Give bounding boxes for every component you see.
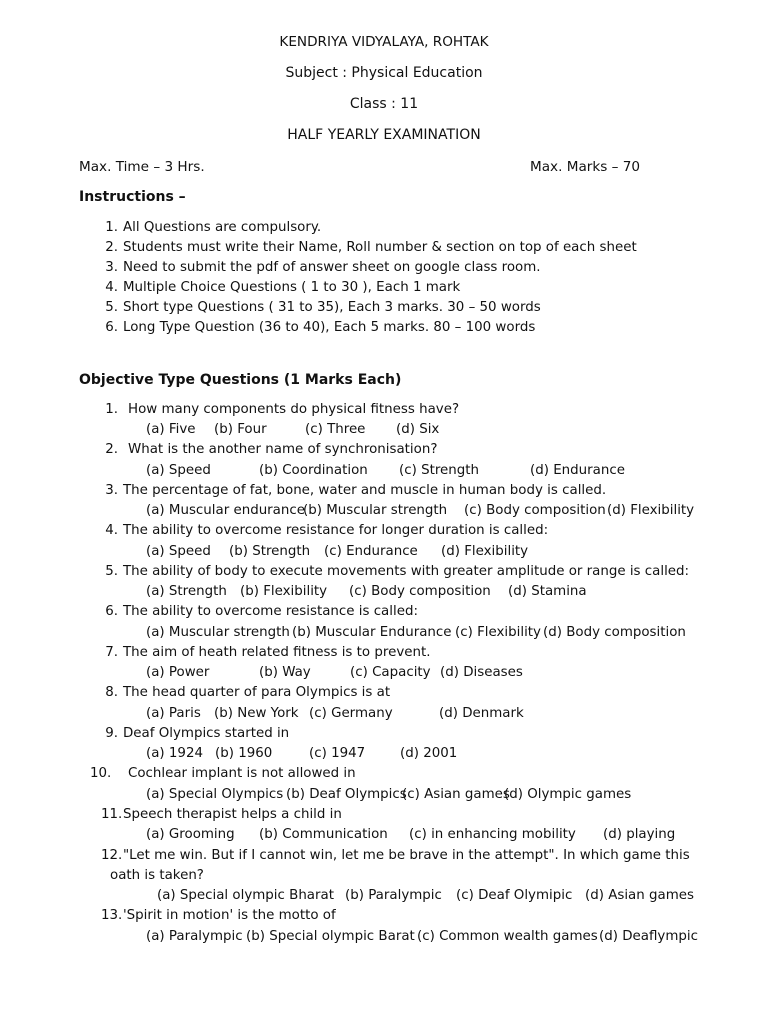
option: (c) in enhancing mobility — [409, 827, 576, 842]
max-time: Max. Time – 3 Hrs. — [79, 159, 205, 175]
option: (d) playing — [603, 827, 676, 842]
option: (c) Asian games — [402, 787, 510, 802]
option: (a) Special olympic Bharat — [157, 888, 334, 903]
question-text: What is the another name of synchronisation? — [128, 442, 438, 457]
option: (d) Body composition — [543, 625, 686, 640]
question-text-continued: oath is taken? — [110, 868, 204, 883]
option: (a) Paralympic — [146, 929, 243, 944]
question-number: 6. — [105, 604, 118, 619]
question-text: Deaf Olympics started in — [123, 726, 290, 741]
class-title: Class : 11 — [349, 96, 419, 112]
option: (a) Strength — [146, 584, 227, 599]
option: (b) Coordination — [259, 463, 368, 478]
subject-title: Subject : Physical Education — [285, 65, 483, 81]
question-number: 3. — [105, 483, 118, 498]
question-text: The ability to overcome resistance is called: — [123, 604, 418, 619]
question-text: 'Spirit in motion' is the motto of — [123, 908, 336, 923]
option: (c) Flexibility — [455, 625, 541, 640]
instructions-heading: Instructions – — [79, 189, 186, 205]
question-text: How many components do physical fitness have? — [128, 402, 460, 417]
option: (a) Five — [146, 422, 196, 437]
option: (c) Body composition — [464, 503, 606, 518]
question-text: The percentage of fat, bone, water and muscle in human body is called. — [123, 483, 607, 498]
option: (d) Denmark — [439, 706, 524, 721]
option: (d) Olympic games — [504, 787, 632, 802]
question-number: 12. — [101, 848, 123, 863]
instruction-number: 5. — [105, 300, 118, 315]
instruction-number: 6. — [105, 320, 118, 335]
question-number: 11. — [101, 807, 123, 822]
question-number: 4. — [105, 523, 118, 538]
instruction-number: 2. — [105, 240, 118, 255]
option: (d) Endurance — [530, 463, 625, 478]
instruction-number: 3. — [105, 260, 118, 275]
question-text: The ability to overcome resistance for longer duration is called: — [123, 523, 549, 538]
instruction-item: Multiple Choice Questions ( 1 to 30 ), Each 1 mark — [123, 280, 461, 295]
instruction-item: All Questions are compulsory. — [123, 220, 322, 235]
question-text: Speech therapist helps a child in — [123, 807, 342, 822]
option: (c) Germany — [309, 706, 393, 721]
instruction-item: Long Type Question (36 to 40), Each 5 marks. 80 – 100 words — [123, 320, 536, 335]
question-text: Cochlear implant is not allowed in — [128, 766, 356, 781]
question-number: 2. — [105, 442, 118, 457]
school-name: KENDRIYA VIDYALAYA, ROHTAK — [279, 34, 489, 50]
option: (c) Strength — [399, 463, 479, 478]
question-number: 5. — [105, 564, 118, 579]
option: (b) Special olympic Barat — [246, 929, 415, 944]
option: (c) 1947 — [309, 746, 366, 761]
option: (b) Paralympic — [345, 888, 442, 903]
question-number: 10. — [90, 766, 112, 781]
option: (d) Flexibility — [607, 503, 695, 518]
question-text: The ability of body to execute movements with greater amplitude or range is called: — [123, 564, 690, 579]
option: (c) Capacity — [350, 665, 431, 680]
option: (a) Muscular endurance — [146, 503, 305, 518]
instruction-item: Short type Questions ( 31 to 35), Each 3 marks. 30 – 50 words — [123, 300, 541, 315]
option: (d) Diseases — [440, 665, 523, 680]
option: (b) Strength — [229, 544, 311, 559]
option: (b) Deaf Olympics — [286, 787, 407, 802]
option: (c) Three — [305, 422, 366, 437]
option: (b) New York — [214, 706, 299, 721]
option: (c) Common wealth games — [417, 929, 598, 944]
option: (d) Deaflympic — [599, 929, 698, 944]
question-text: The head quarter of para Olympics is at — [123, 685, 391, 700]
question-number: 7. — [105, 645, 118, 660]
option: (d) Six — [396, 422, 440, 437]
option: (a) Power — [146, 665, 210, 680]
question-text: The aim of heath related fitness is to prevent. — [123, 645, 431, 660]
instruction-item: Students must write their Name, Roll number & section on top of each sheet — [123, 240, 637, 255]
instruction-number: 1. — [105, 220, 118, 235]
option: (b) Flexibility — [240, 584, 328, 599]
option: (a) 1924 — [146, 746, 203, 761]
objective-heading: Objective Type Questions (1 Marks Each) — [79, 372, 402, 388]
instruction-item: Need to submit the pdf of answer sheet on google class room. — [123, 260, 541, 275]
option: (b) Four — [214, 422, 267, 437]
question-number: 1. — [105, 402, 118, 417]
option: (d) 2001 — [400, 746, 458, 761]
option: (b) Muscular Endurance — [292, 625, 452, 640]
instruction-number: 4. — [105, 280, 118, 295]
exam-title: HALF YEARLY EXAMINATION — [287, 127, 481, 143]
option: (a) Paris — [146, 706, 201, 721]
option: (c) Body composition — [349, 584, 491, 599]
option: (a) Special Olympics — [146, 787, 284, 802]
option: (b) 1960 — [215, 746, 273, 761]
option: (d) Stamina — [508, 584, 587, 599]
option: (b) Muscular strength — [303, 503, 448, 518]
question-number: 9. — [105, 726, 118, 741]
option: (d) Asian games — [585, 888, 694, 903]
option: (c) Endurance — [324, 544, 418, 559]
option: (a) Speed — [146, 463, 211, 478]
max-marks: Max. Marks – 70 — [530, 159, 641, 175]
question-number: 8. — [105, 685, 118, 700]
option: (a) Grooming — [146, 827, 235, 842]
option: (d) Flexibility — [441, 544, 529, 559]
option: (c) Deaf Olymipic — [456, 888, 573, 903]
question-text: "Let me win. But if I cannot win, let me be brave in the attempt". In which game this — [123, 848, 690, 863]
option: (a) Muscular strength — [146, 625, 290, 640]
option: (b) Communication — [259, 827, 388, 842]
question-number: 13. — [101, 908, 123, 923]
option: (b) Way — [259, 665, 311, 680]
option: (a) Speed — [146, 544, 211, 559]
